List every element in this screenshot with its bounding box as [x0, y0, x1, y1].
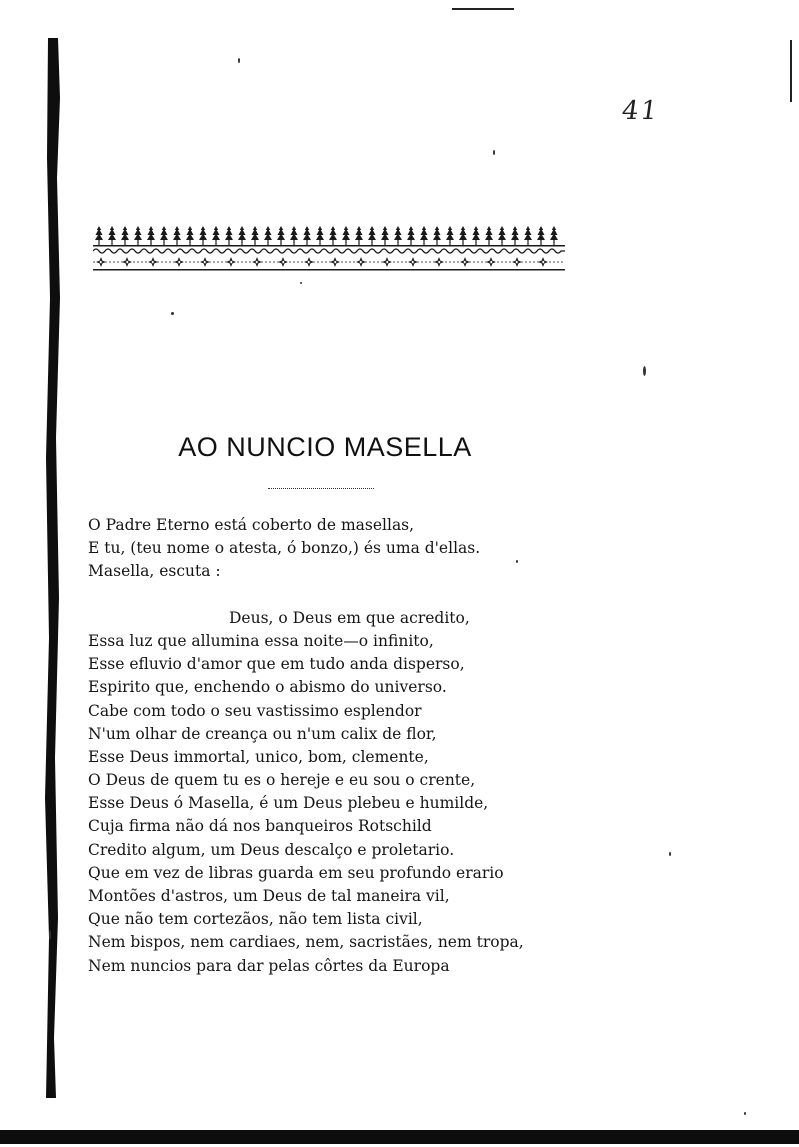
poem-line: Esse Deus immortal, unico, bom, clemente, — [88, 747, 429, 766]
scan-speck — [744, 1112, 746, 1115]
scan-speck — [669, 852, 671, 856]
poem-line: Nem nuncios para dar pelas côrtes da Europa — [88, 956, 450, 975]
poem-line: O Deus de quem tu es o hereje e eu sou o crente, — [88, 771, 476, 790]
poem-line: Cuja firma não dá nos banqueiros Rotschild — [88, 817, 432, 836]
binding-edge — [44, 38, 62, 1098]
scan-speck — [171, 312, 174, 315]
poem-title: AO NUNCIO MASELLA — [178, 432, 472, 462]
poem-line: Esse Deus ó Masella, é um Deus plebeu e humilde, — [88, 794, 489, 813]
poem-line: Essa luz que allumina essa noite—o infinito, — [88, 631, 434, 650]
poem-line: Montões d'astros, um Deus de tal maneira vil, — [88, 887, 450, 905]
poem-line: Esse efluvio d'amor que em tudo anda disperso, — [88, 655, 465, 674]
poem-line: E tu, (teu nome o atesta, ó bonzo,) és uma d'ellas. — [88, 539, 481, 558]
scan-bottom-edge — [0, 1130, 799, 1144]
scan-speck — [643, 366, 646, 376]
stanza-break — [88, 584, 548, 607]
ornamental-header-band-icon — [93, 224, 565, 272]
scan-speck — [49, 930, 51, 940]
top-edge-rule — [452, 8, 514, 10]
scan-speck — [493, 150, 495, 155]
poem-line: Que não tem cortezãos, não tem lista civil, — [88, 910, 423, 929]
poem-line: Masella, escuta : — [88, 562, 221, 581]
poem-line: Credito algum, um Deus descalço e proletario. — [88, 840, 455, 859]
poem-line: Nem bispos, nem cardiaes, nem, sacristães, nem tropa, — [88, 933, 524, 952]
scan-speck — [300, 282, 302, 284]
poem-line: Cabe com todo o seu vastissimo esplendor — [88, 701, 422, 720]
poem-line: O Padre Eterno está coberto de masellas, — [88, 516, 415, 534]
poem-line: Espirito que, enchendo o abismo do universo. — [88, 678, 447, 697]
poem-line: Que em vez de libras guarda em seu profundo erario — [88, 863, 504, 882]
poem-line: N'um olhar de creança ou n'um calix de flor, — [88, 724, 437, 743]
handwritten-folio-number: 41 — [619, 96, 662, 126]
poem-body — [88, 514, 548, 978]
title-divider — [268, 488, 374, 489]
scan-speck — [238, 58, 240, 63]
scan-speck — [516, 560, 518, 563]
poem-line: Deus, o Deus em que acredito, — [229, 608, 470, 627]
right-edge-rule — [790, 40, 792, 102]
